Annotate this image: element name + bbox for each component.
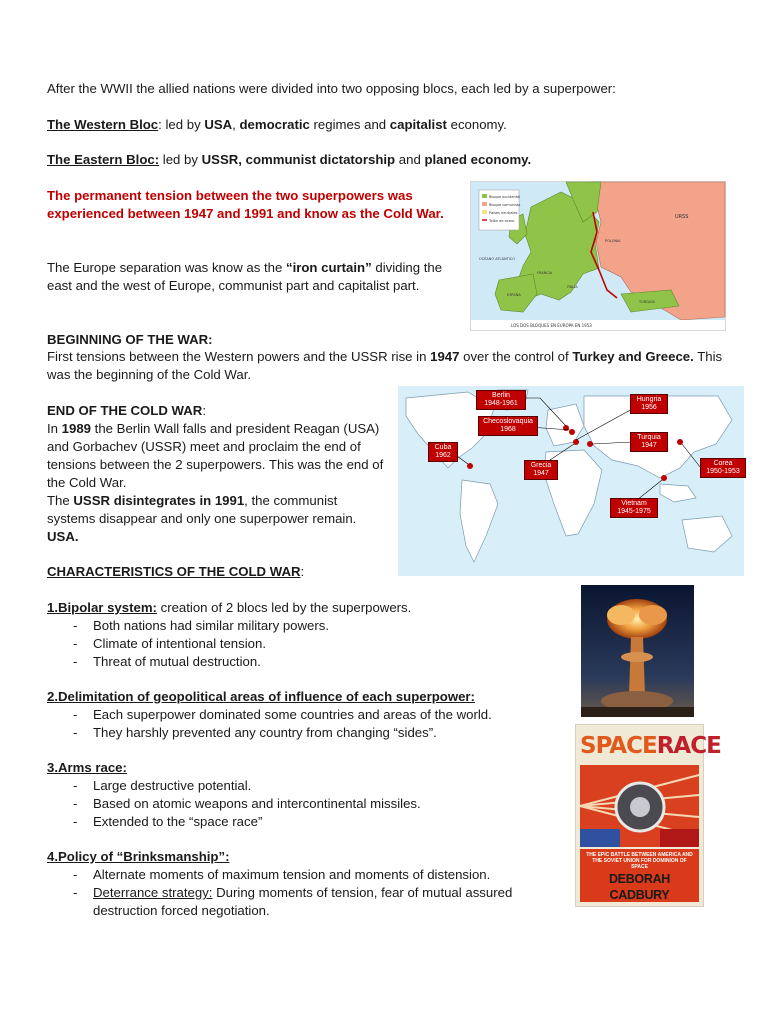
usa-text: USA. xyxy=(47,529,79,544)
beginning-heading: BEGINNING OF THE WAR: xyxy=(47,332,213,347)
bullet-item: - Extended to the “space race” xyxy=(47,813,567,831)
cold-war-definition: The permanent tension between the two superpowers was experienced between 1947 and 1991 and know as the Cold War. xyxy=(47,188,444,221)
eastern-bloc-line: The Eastern Bloc: led by USSR, communist dictatorship and planed economy. xyxy=(47,152,532,167)
europe-map-caption: LOS DOS BLOQUES EN EUROPA EN 1953 xyxy=(511,323,592,328)
legend-east: Bloque comunista xyxy=(489,203,521,207)
label-poland: POLONIA xyxy=(605,239,621,243)
bullet-item: - Alternate moments of maximum tension and moments of distension. xyxy=(47,866,567,884)
book-footer xyxy=(580,849,699,902)
bipolar-title: 1.Bipolar system: xyxy=(47,600,157,615)
europe-map-graphic xyxy=(471,182,725,330)
legend-curtain: Telón de acero xyxy=(489,219,515,223)
legend-neutral: Países neutrales xyxy=(489,211,518,215)
label-france: FRANCIA xyxy=(537,271,553,275)
bipolar-line: 1.Bipolar system: creation of 2 blocs led by the superpowers. xyxy=(47,600,412,615)
bullet-item: - Both nations had similar military powers. xyxy=(47,617,567,635)
label-ocean: OCÉANO ATLÁNTICO xyxy=(479,257,515,261)
label-spain: ESPAÑA xyxy=(507,293,521,297)
tag-vietnam: Vietnam 1945-1975 xyxy=(610,498,658,518)
mushroom-cloud-graphic xyxy=(581,585,694,717)
book-author: DEBORAH CADBURY xyxy=(608,872,671,902)
label-italy: ITALIA xyxy=(567,285,578,289)
end-heading: END OF THE COLD WAR xyxy=(47,403,203,418)
tag-cuba: Cuba 1962 xyxy=(428,442,458,462)
eastern-bloc-title: The Eastern Bloc: xyxy=(47,152,160,167)
bullet-item: - Each superpower dominated some countries and areas of the world. xyxy=(47,706,567,724)
space-race-book-cover xyxy=(575,724,721,907)
iron-curtain-text: The Europe separation was know as the “iron curtain” dividing the east and the west of Europe, communist part and capitalist part. xyxy=(47,260,443,293)
bipolar-section xyxy=(47,599,567,671)
bullet-item: - They harshly prevented any country from changing “sides”. xyxy=(47,724,567,742)
tag-grecia: Grecia 1947 xyxy=(524,460,558,480)
arms-section xyxy=(47,759,567,831)
western-bloc-title: The Western Bloc xyxy=(47,117,159,132)
book-artwork xyxy=(580,765,699,847)
characteristics-heading-line: CHARACTERISTICS OF THE COLD WAR: xyxy=(47,564,305,579)
bullet-item: - Deterrance strategy: During moments of tension, fear of mutual assured destruction forced negotiation. xyxy=(47,884,567,920)
world-conflicts-map xyxy=(398,386,744,576)
intro-text: After the WWII the allied nations were divided into two opposing blocs, each led by a superpower: xyxy=(47,81,616,96)
delimitation-section xyxy=(47,688,567,742)
world-map-graphic xyxy=(398,386,744,576)
label-turkey: TURQUÍA xyxy=(639,300,655,304)
arms-title: 3.Arms race: xyxy=(47,760,127,775)
bullet-item: - Threat of mutual destruction. xyxy=(47,653,567,671)
atomic-bomb-photo xyxy=(581,585,694,717)
delimitation-title: 2.Delimitation of geopolitical areas of influence of each superpower: xyxy=(47,689,475,704)
brinksmanship-section xyxy=(47,848,567,920)
tag-turquia: Turquia 1947 xyxy=(630,432,668,452)
tag-corea: Corea 1950-1953 xyxy=(700,458,746,478)
europe-blocs-map xyxy=(470,181,726,331)
deterrance-label: Deterrance strategy: xyxy=(93,885,213,900)
western-bloc-line: The Western Bloc: led by USA, democratic regimes and capitalist economy. xyxy=(47,117,507,132)
bullet-item: - Based on atomic weapons and intercontinental missiles. xyxy=(47,795,567,813)
bullet-item: - Large destructive potential. xyxy=(47,777,567,795)
tag-hungria: Hungria 1956 xyxy=(630,394,668,414)
beginning-text: First tensions between the Western powers and the USSR rise in 1947 over the control of Turkey and Greece. This was the beginning of the Cold War. xyxy=(47,349,723,382)
tag-checoslovaquia: Checoslovaquia 1968 xyxy=(478,416,538,436)
book-subtitle: THE EPIC BATTLE BETWEEN AMERICA AND THE SOVIET UNION FOR DOMINION OF SPACE xyxy=(586,852,693,870)
ussr-text: The USSR disintegrates in 1991, the communist systems disappear and only one superpower remain. xyxy=(47,493,357,526)
bullet-item: - Climate of intentional tension. xyxy=(47,635,567,653)
legend-west: Bloque occidental xyxy=(489,195,521,199)
end-text: In 1989 the Berlin Wall falls and president Reagan (USA) and Gorbachev (USSR) meet and proclaim the end of tensions between the 2 superpowers. This was the end of the Cold War. xyxy=(47,421,384,490)
tag-berlin: Berlin 1948-1961 xyxy=(476,390,526,410)
characteristics-heading: CHARACTERISTICS OF THE COLD WAR xyxy=(47,564,301,579)
end-heading-line: END OF THE COLD WAR: xyxy=(47,403,206,418)
label-urss: URSS xyxy=(675,214,689,220)
book-title: SPACERACE xyxy=(580,729,699,763)
brinksmanship-title: 4.Policy of “Brinksmanship”: xyxy=(47,849,230,864)
